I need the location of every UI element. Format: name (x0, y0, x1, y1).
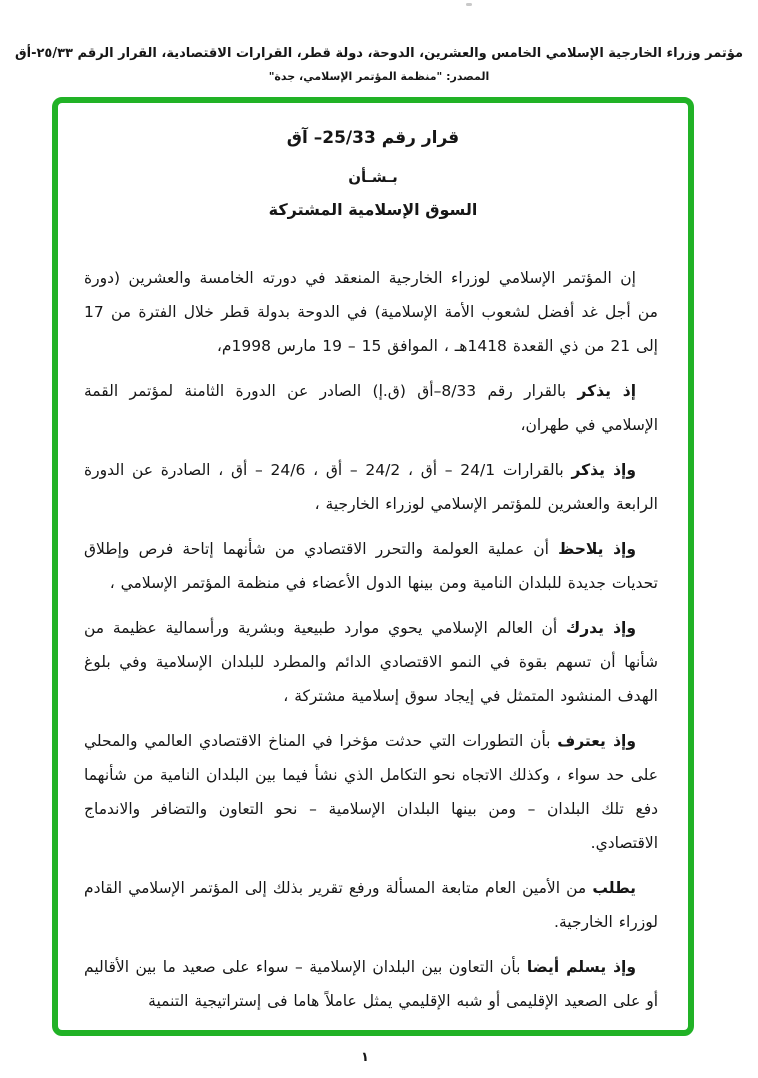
header-source-line: مؤتمر وزراء الخارجية الإسلامي الخامس والعشرين، الدوحة، دولة قطر، القرارات الاقتصادية، القرار الرقم ٢٥/٣٣-أق (14, 46, 744, 61)
resolution-paragraph (84, 724, 658, 860)
resolution-subject: السوق الإسلامية المشتركة (268, 200, 478, 219)
resolution-frame (52, 97, 694, 1036)
paragraph-lead-word: وإذ يعترف (557, 732, 636, 750)
paragraph-text: أن عملية العولمة والتحرر الاقتصادي من شأنهما إتاحة فرص وإطلاق تحديات جديدة للبلدان النامية ومن بينها الدول الأعضاء في منظمة المؤتمر الإسلامي ، (84, 540, 658, 592)
paragraph-text: بأن التطورات التي حدثت مؤخرا في المناخ الاقتصادي العالمي والمحلي على حد سواء ، وكذلك الاتجاه نحو التكامل الذي نشأ فيما بين البلدان النامية من شأنهما دفع تلك البلدان – ومن بينها البلدان الإسلامية – نحو التعاون والتضافر والاندماج الاقتصادي. (84, 732, 658, 852)
resolution-paragraph (84, 532, 658, 600)
paragraph-lead-word: وإذ يدرك (565, 619, 636, 637)
resolution-paragraph (84, 261, 658, 363)
resolution-body (84, 261, 658, 1018)
resolution-paragraph (84, 453, 658, 521)
paragraph-text: إن المؤتمر الإسلامي لوزراء الخارجية المنعقد في دورته الخامسة والعشرين (دورة من أجل غد أفضل لشعوب الأمة الإسلامية) في الدوحة بدولة قطر خلال الفترة من 17 إلى 21 من ذي القعدة 1418هـ ، الموافق 15 – 19 مارس 1998م، (84, 269, 658, 355)
resolution-paragraph (84, 871, 658, 939)
paragraph-text: بالقرار رقم 8/33–أق (ق.إ) الصادر عن الدورة الثامنة لمؤتمر القمة الإسلامي في طهران، (84, 382, 658, 434)
paragraph-lead-word: يطلب (592, 879, 636, 897)
page-number: ١ (361, 1050, 369, 1065)
resolution-number: قرار رقم 25/33– آق (286, 128, 460, 148)
resolution-paragraph (84, 950, 658, 1018)
resolution-paragraph (84, 611, 658, 713)
paragraph-text: أن العالم الإسلامي يحوي موارد طبيعية وبشرية ورأسمالية عظيمة من شأنها أن تسهم بقوة في النمو الاقتصادي الدائم والمطرد للبلدان الإسلامية وفي بلوغ الهدف المنشود المتمثل في إيجاد سوق إسلامية مشتركة ، (84, 619, 658, 705)
paragraph-lead-word: وإذ يذكر (571, 461, 636, 479)
paragraph-text: بأن التعاون بين البلدان الإسلامية – سواء على صعيد ما بين الأقاليم أو على الصعيد الإقليمى أو شبه الإقليمي يمثل عاملاً هاما فى إستراتيجية التنمية (84, 958, 658, 1010)
scan-artifact (466, 3, 472, 6)
paragraph-lead-word: وإذ يلاحظ (558, 540, 636, 558)
paragraph-lead-word: إذ يذكر (577, 382, 637, 400)
paragraph-text: بالقرارات 24/1 – أق ، 24/2 – أق ، 24/6 – أق ، الصادرة عن الدورة الرابعة والعشرين للمؤتمر الإسلامي لوزراء الخارجية ، (84, 461, 658, 513)
header-publisher-line: المصدر: "منظمة المؤتمر الإسلامي، جدة" (268, 70, 490, 83)
resolution-title (58, 125, 688, 223)
resolution-paragraph (84, 374, 658, 442)
document-header (0, 44, 758, 86)
paragraph-text: من الأمين العام متابعة المسألة ورفع تقرير بذلك إلى المؤتمر الإسلامي القادم لوزراء الخارجية. (84, 879, 658, 931)
resolution-regarding: بـشـأن (348, 168, 398, 186)
paragraph-lead-word: وإذ يسلم أيضا (526, 958, 636, 976)
